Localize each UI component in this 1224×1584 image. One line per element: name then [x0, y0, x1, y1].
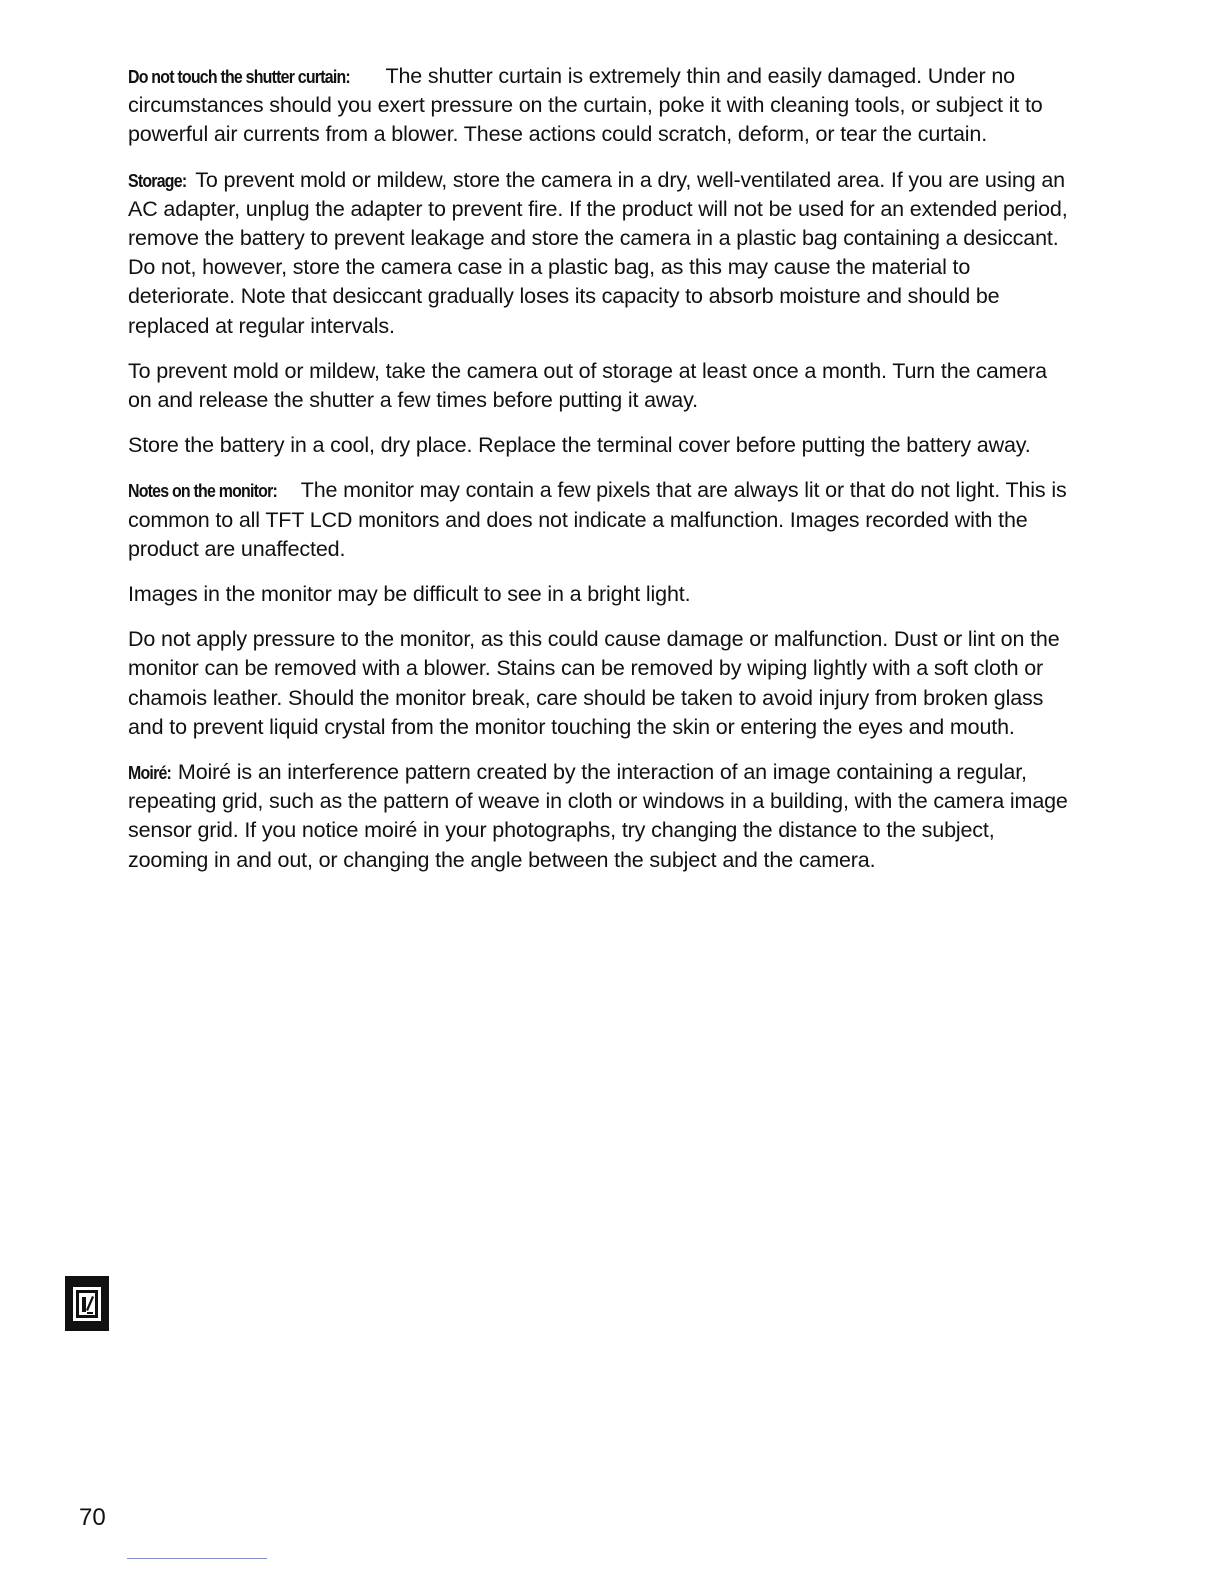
- paragraph-shutter-curtain: [128, 62, 1068, 150]
- text-monitor-pressure: Do not apply pressure to the monitor, as this could cause damage or malfunction. Dust or lint on the monitor can be removed with a blower. Stains can be removed by wiping lightly with a soft cloth or chamois leather. Should the monitor break, care should be taken to avoid injury from broken glass and to prevent liquid crystal from the monitor touching the skin or entering the eyes and mouth.: [128, 627, 1060, 739]
- paragraph-monitor-pressure: [128, 625, 1068, 742]
- text-moire: Moiré is an interference pattern created by the interaction of an image containing a regular, repeating grid, such as the pattern of weave in cloth or windows in a building, with the camera image sensor grid. If you notice moiré in your photographs, try changing the distance to the subject, zooming in and out, or changing the angle between the subject and the camera.: [128, 760, 1068, 872]
- text-monitor-notes: The monitor may contain a few pixels that are always lit or that do not light. This is common to all TFT LCD monitors and does not indicate a malfunction. Images recorded with the product are unaffected.: [128, 478, 1067, 561]
- paragraph-storage-monthly: [128, 357, 1068, 415]
- paragraph-moire: [128, 758, 1068, 875]
- footer-divider: [127, 1558, 267, 1559]
- text-battery-storage: Store the battery in a cool, dry place. Replace the terminal cover before putting the battery away.: [128, 433, 1031, 458]
- technical-notes-icon: [72, 1286, 102, 1322]
- paragraph-battery-storage: [128, 431, 1068, 460]
- text-storage: To prevent mold or mildew, store the camera in a dry, well-ventilated area. If you are using an AC adapter, unplug the adapter to prevent fire. If the product will not be used for an extended period, remove the battery to prevent leakage and store the camera in a plastic bag containing a desiccant. Do not, however, store the camera case in a plastic bag, as this may cause the material to deteriorate. Note that desiccant gradually loses its capacity to absorb moisture and should be replaced at regular intervals.: [128, 167, 1068, 338]
- paragraph-monitor-notes: [128, 476, 1068, 564]
- term-storage: Storage:: [128, 169, 187, 191]
- text-shutter-curtain: The shutter curtain is extremely thin and easily damaged. Under no circumstances should you exert pressure on the curtain, poke it with cleaning tools, or subject it to powerful air currents from a blower. These actions could scratch, deform, or tear the curtain.: [128, 64, 1043, 147]
- section-tab: [65, 1276, 109, 1331]
- text-monitor-bright-light: Images in the monitor may be difficult to see in a bright light.: [128, 582, 691, 607]
- page-number: 70: [79, 1504, 106, 1531]
- term-moire: Moiré:: [128, 762, 172, 784]
- term-shutter-curtain: Do not touch the shutter curtain:: [128, 66, 350, 87]
- paragraph-monitor-bright-light: [128, 580, 1068, 609]
- term-monitor-notes: Notes on the monitor:: [128, 480, 278, 502]
- text-storage-monthly: To prevent mold or mildew, take the camera out of storage at least once a month. Turn the camera on and release the shutter a few times before putting it away.: [128, 358, 1047, 413]
- page-body: [128, 62, 1068, 891]
- paragraph-storage: [128, 166, 1068, 341]
